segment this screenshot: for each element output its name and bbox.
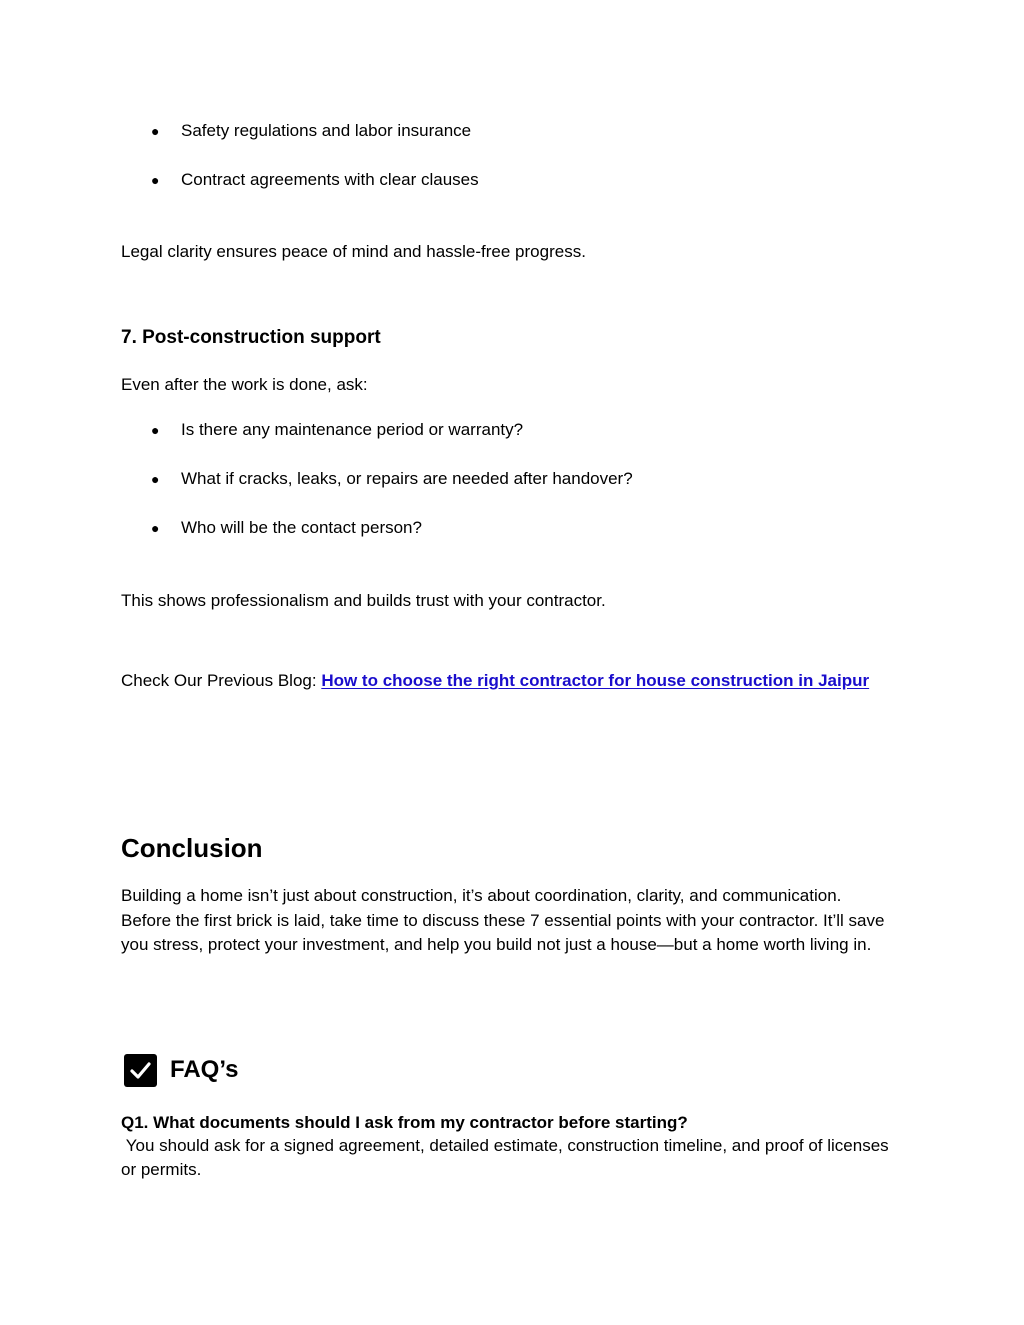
legal-note: Legal clarity ensures peace of mind and hassle-free progress.	[121, 242, 586, 261]
bullet-icon: ●	[151, 422, 160, 438]
section-7-closing: This shows professionalism and builds trust with your contractor.	[121, 591, 606, 610]
list-item-text: Who will be the contact person?	[181, 518, 422, 537]
conclusion-heading: Conclusion	[121, 833, 263, 863]
previous-blog-prefix: Check Our Previous Blog:	[121, 671, 322, 690]
faq-question-1: Q1. What documents should I ask from my contractor before starting?	[121, 1113, 688, 1132]
faq-heading: FAQ’s	[170, 1056, 239, 1083]
previous-blog-link[interactable]: How to choose the right contractor for house construction in Jaipur	[321, 671, 870, 690]
previous-blog-line	[121, 669, 881, 694]
section-7-heading: 7. Post-construction support	[121, 327, 381, 348]
faq-answer-1: You should ask for a signed agreement, detailed estimate, construction timeline, and proof of licenses or permits.	[121, 1136, 894, 1179]
list-item-text: Is there any maintenance period or warranty?	[181, 420, 524, 439]
checkbox-checked-icon	[124, 1054, 157, 1087]
section-7-intro: Even after the work is done, ask:	[121, 375, 368, 394]
list-item-text: Safety regulations and labor insurance	[181, 121, 472, 140]
conclusion-body: Building a home isn’t just about construction, it’s about coordination, clarity, and communication. Before the first brick is laid, take time to discuss these 7 essential points with your contractor. It’ll save you stress, protect your investment, and help you build not just a house—but a home worth living in.	[121, 886, 885, 954]
faq-header	[124, 1053, 238, 1087]
bullet-icon: ●	[151, 471, 160, 487]
list-item-text: What if cracks, leaks, or repairs are needed after handover?	[181, 469, 633, 488]
list-item-text: Contract agreements with clear clauses	[181, 170, 479, 189]
bullet-icon: ●	[151, 172, 160, 188]
bullet-icon: ●	[151, 123, 160, 139]
bullet-icon: ●	[151, 520, 160, 536]
